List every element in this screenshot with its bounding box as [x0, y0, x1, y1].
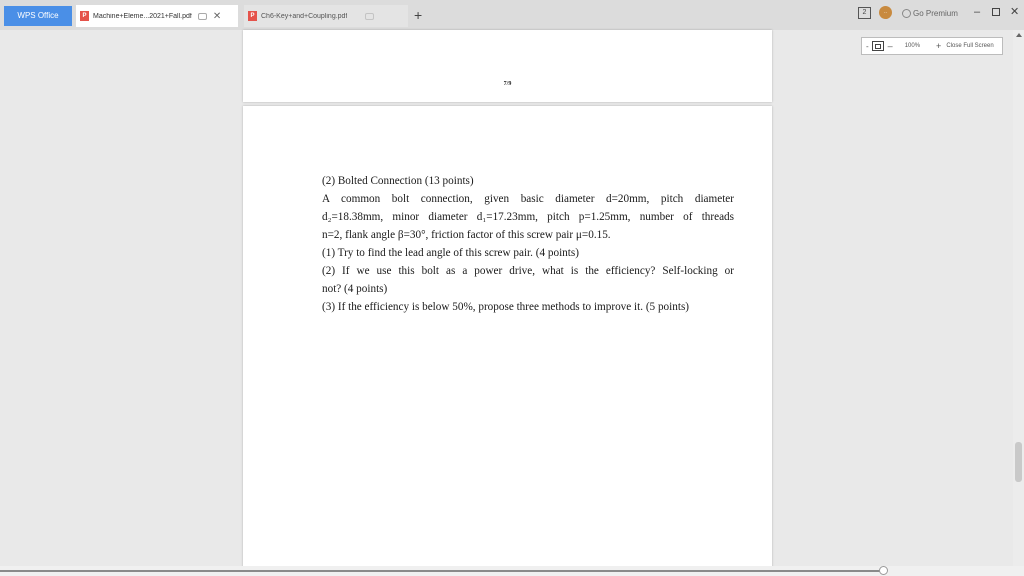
zoom-out-button[interactable]: –: [887, 41, 893, 51]
go-premium-label: Go Premium: [913, 8, 958, 18]
tab-label: Ch6-Key+and+Coupling.pdf: [261, 12, 348, 20]
tab-bar: [0, 0, 1024, 30]
avatar[interactable]: ..: [879, 6, 892, 19]
page-number: 7/9: [503, 81, 512, 87]
paragraph-line: A common bolt connection, given basic diameter d=20mm, pitch diameter: [322, 193, 734, 205]
question-line: (3) If the efficiency is below 50%, propose three methods to improve it. (5 points): [322, 301, 690, 313]
go-premium-button[interactable]: [902, 6, 958, 20]
close-window-button[interactable]: ✕: [1010, 6, 1020, 18]
paragraph-line: d₂=18.38mm, minor diameter d₁=17.23mm, pitch p=1.25mm, number of threads: [322, 211, 734, 223]
minimize-button[interactable]: –: [974, 6, 981, 18]
zoom-in-button[interactable]: +: [936, 41, 942, 51]
document-page: [243, 106, 772, 576]
tab-ch6-key-coupling[interactable]: [244, 5, 408, 27]
vertical-scrollbar[interactable]: [1013, 30, 1024, 570]
cloud-sync-icon[interactable]: [198, 13, 207, 20]
question-line: (2) If we use this bolt as a power drive, what is the efficiency? Self-locking or: [322, 265, 734, 277]
premium-icon: [902, 9, 911, 18]
scrollbar-thumb[interactable]: [1015, 442, 1022, 482]
maximize-button[interactable]: [992, 8, 1000, 16]
pdf-icon: P: [248, 11, 257, 21]
zoom-level[interactable]: 100%: [904, 43, 921, 49]
question-line: (1) Try to find the lead angle of this screw pair. (4 points): [322, 247, 579, 259]
zoom-toolbar: [861, 37, 1003, 55]
scroll-up-icon[interactable]: [1016, 33, 1022, 37]
tab-machine-elements[interactable]: [76, 5, 238, 27]
paragraph-line: n=2, flank angle β=30°, friction factor of this screw pair μ=0.15.: [322, 229, 611, 241]
cloud-sync-icon[interactable]: [365, 13, 374, 20]
pdf-icon: P: [80, 11, 89, 21]
wps-office-tab[interactable]: WPS Office: [4, 6, 72, 26]
horizontal-scrollbar[interactable]: [0, 566, 1024, 576]
scroll-track: [0, 570, 880, 572]
document-page-previous: [243, 30, 772, 102]
tab-label: Machine+Eleme...2021+Fall.pdf: [93, 12, 192, 20]
question-line: not? (4 points): [322, 283, 388, 295]
fit-page-icon[interactable]: [872, 41, 884, 51]
scroll-handle[interactable]: [879, 566, 888, 575]
zoom-minus-small-button[interactable]: -: [866, 41, 869, 51]
close-full-screen-button[interactable]: Close Full Screen: [946, 43, 994, 49]
page-content: [322, 172, 734, 316]
section-heading: (2) Bolted Connection (13 points): [322, 175, 474, 187]
close-icon[interactable]: ✕: [212, 10, 222, 22]
window-count-badge[interactable]: 2: [858, 7, 871, 19]
new-tab-button[interactable]: +: [414, 7, 423, 23]
